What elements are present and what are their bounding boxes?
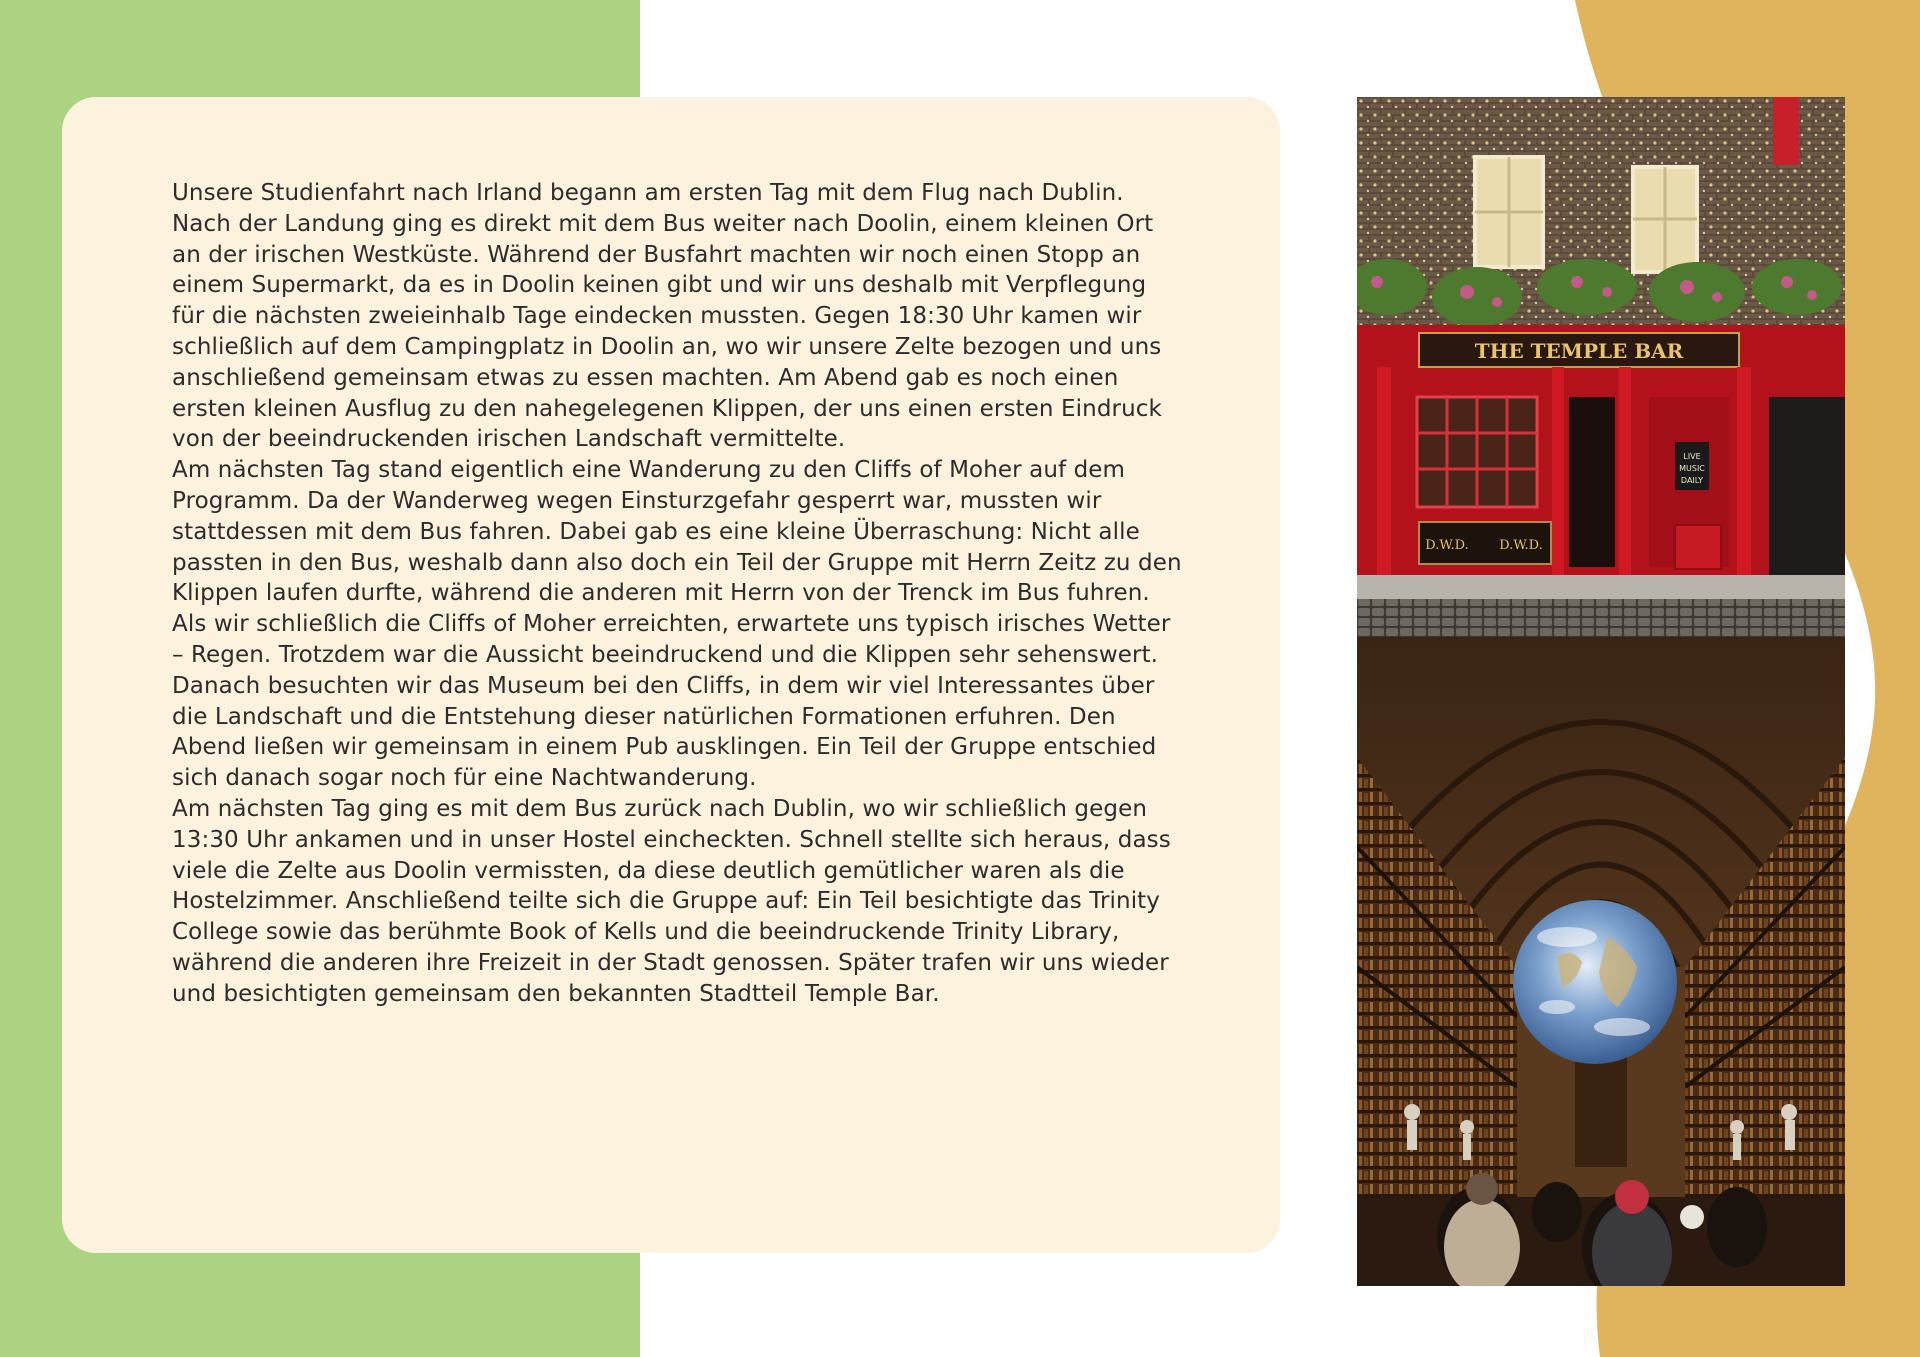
temple-bar-photo — [1357, 97, 1845, 637]
board-line-2: MUSIC — [1679, 464, 1705, 473]
paragraph: Unsere Studienfahrt nach Irland begann am ersten Tag mit dem Flug nach Dublin. Nach der Landung ging es direkt mit dem Bus weiter nach Doolin, einem kleinen Ort an der irischen Westküste. Während der Busfahrt machten wir noch einen Stopp an einem Supermarkt, da es in Doolin keinen gibt und wir uns deshalb mit Verpflegung für die nächsten zweieinhalb Tage eindecken mussten. Gegen 18:30 Uhr kamen wir schließlich auf dem Campingplatz in Doolin an, wo wir unsere Zelte bezogen und uns anschließend gemeinsam etwas zu essen machten. Am Abend gab es noch einen ersten kleinen Ausflug zu den nahegelegenen Klippen, der uns einen ersten Eindruck von der beeindruckenden irischen Landschaft vermittelte. — [172, 180, 1162, 453]
board-line-3: DAILY — [1680, 476, 1704, 485]
article-body — [172, 178, 1182, 1010]
paragraph: Am nächsten Tag stand eigentlich eine Wanderung zu den Cliffs of Moher auf dem Programm. Da der Wanderweg wegen Einsturzgefahr gesperrt war, mussten wir stattdessen mit dem Bus fahren. Dabei gab es eine kleine Überraschung: Nicht alle passten in den Bus, weshalb dann also doch ein Teil der Gruppe mit Herrn Zeitz zu den Klippen laufen durfte, während die anderen mit Herrn von der Trenck im Bus fuhren. — [172, 457, 1182, 607]
trinity-library-photo — [1357, 637, 1845, 1286]
board-line-1: LIVE — [1683, 452, 1701, 461]
paragraph: Als wir schließlich die Cliffs of Moher erreichten, erwartete uns typisch irisches Wetter – Regen. Trotzdem war die Aussicht beeindruckend und die Klippen sehr sehenswert. Danach besuchten wir das Museum bei den Cliffs, in dem wir viel Interessantes über die Landschaft und die Entstehung dieser natürlichen Formationen erfuhren. Den Abend ließen wir gemeinsam in einem Pub ausklingen. Ein Teil der Gruppe entschied sich danach sogar noch für eine Nachtwanderung. — [172, 611, 1171, 792]
window-label-left: D.W.D. — [1425, 538, 1469, 553]
pub-sign-text: THE TEMPLE BAR — [1474, 339, 1684, 363]
window-label-right: D.W.D. — [1499, 538, 1543, 553]
paragraph: Am nächsten Tag ging es mit dem Bus zurück nach Dublin, wo wir schließlich gegen 13:30 Uhr ankamen und in unser Hostel eincheckten. Schnell stellte sich heraus, dass viele die Zelte aus Doolin vermissten, da diese deutlich gemütlicher waren als die Hostelzimmer. Anschließend teilte sich die Gruppe auf: Ein Teil besichtigte das Trinity College sowie das berühmte Book of Kells und die beeindruckende Trinity Library, während die anderen ihre Freizeit in der Stadt genossen. Später trafen wir uns wieder und besichtigten gemeinsam den bekannten Stadtteil Temple Bar. — [172, 795, 1171, 1007]
